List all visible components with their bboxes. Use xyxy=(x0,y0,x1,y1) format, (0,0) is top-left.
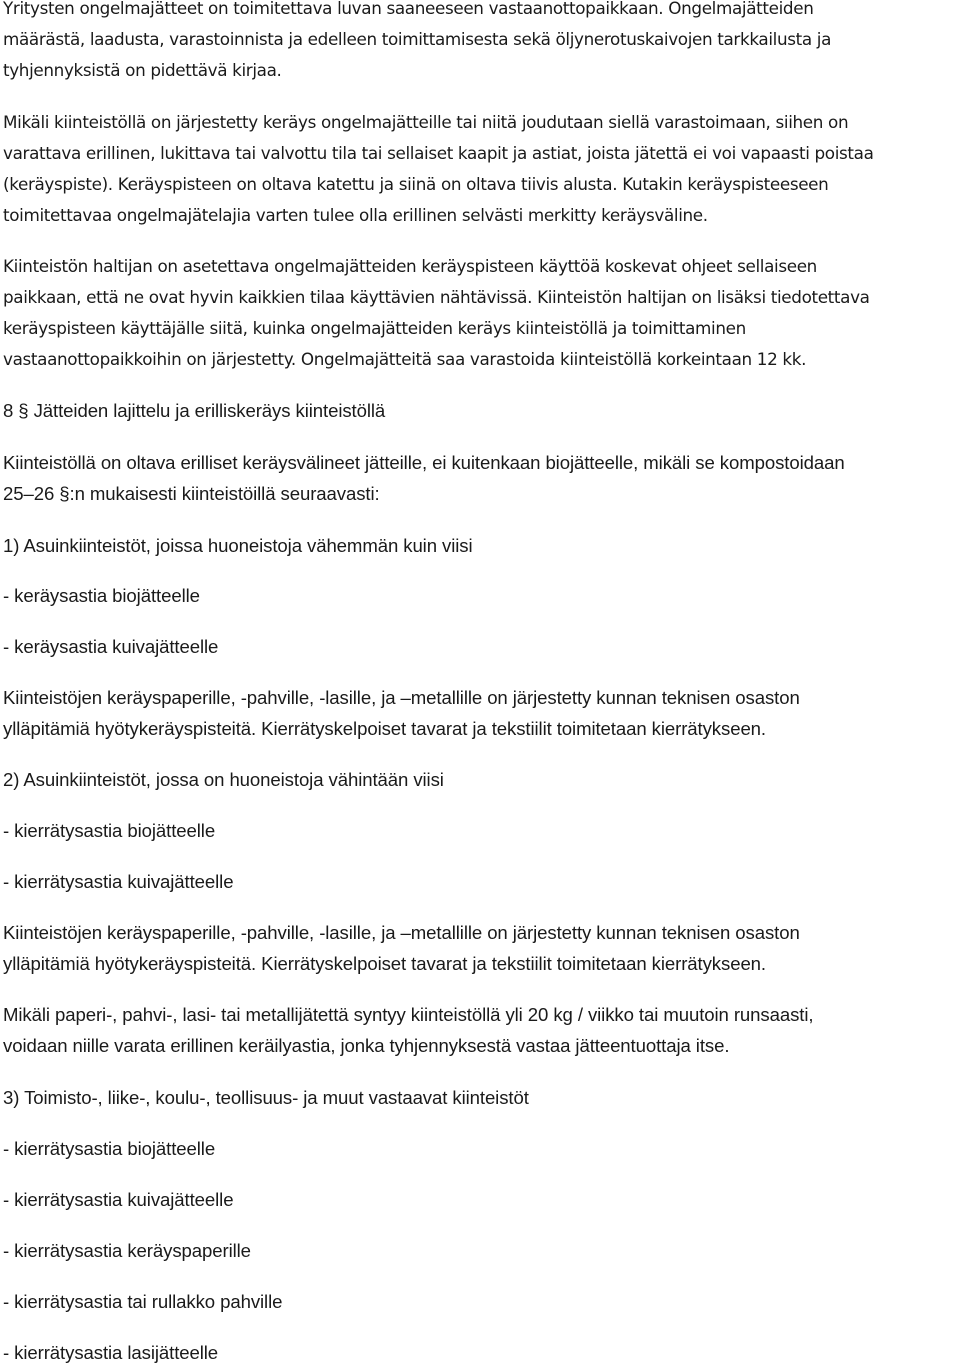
section-intro-paragraph xyxy=(3,447,845,509)
group1-note-paragraph xyxy=(3,682,800,744)
group1-heading: 1) Asuinkiinteistöt, joissa huoneistoja vähemmän kuin viisi xyxy=(3,535,473,556)
text-line: Mikäli kiinteistöllä on järjestetty keräys ongelmajätteille tai niitä joudutaan siellä varastoimaan, siihen on xyxy=(3,112,849,132)
list-item: - keräysastia biojätteelle xyxy=(3,585,200,606)
group2-note-paragraph xyxy=(3,917,800,979)
collection-point-paragraph xyxy=(3,107,874,231)
list-item: - kierrätysastia kuivajätteelle xyxy=(3,1189,234,1210)
list-item: - kierrätysastia biojätteelle xyxy=(3,820,216,841)
text-line: Kiinteistöjen keräyspaperille, -pahville, -lasille, ja –metallille on järjestetty kunnan teknisen osaston xyxy=(3,687,800,708)
text-line: Yritysten ongelmajätteet on toimitettava luvan saaneeseen vastaanottopaikkaan. Ongelmajätteiden xyxy=(3,0,814,18)
text-line: keräyspisteen käyttäjälle siitä, kuinka ongelmajätteiden keräys kiinteistöllä ja toimittaminen xyxy=(3,318,746,338)
text-line: Kiinteistön haltijan on asetettava ongelmajätteiden keräyspisteen käyttöä koskevat ohjeet sellaiseen xyxy=(3,256,817,276)
text-line: toimitettavaa ongelmajätelajia varten tulee olla erillinen selvästi merkitty keräysväline. xyxy=(3,205,708,225)
intro-paragraph xyxy=(3,0,831,86)
text-line: määrästä, laadusta, varastoinnista ja edelleen toimittamisesta sekä öljynerotuskaivojen tarkkailusta ja xyxy=(3,29,832,49)
text-line: tyhjennyksistä on pidettävä kirjaa. xyxy=(3,60,282,80)
text-line: paikkaan, että ne ovat hyvin kaikkien tilaa käyttävien nähtävissä. Kiinteistön haltijan on lisäksi tiedotettava xyxy=(3,287,870,307)
list-item: - kierrätysastia biojätteelle xyxy=(3,1138,216,1159)
text-line: 25–26 §:n mukaisesti kiinteistöillä seuraavasti: xyxy=(3,483,380,504)
text-line: ylläpitämiä hyötykeräyspisteitä. Kierrätyskelpoiset tavarat ja tekstiilit toimitetaan kierrätykseen. xyxy=(3,953,766,974)
text-line: Kiinteistöjen keräyspaperille, -pahville, -lasille, ja –metallille on järjestetty kunnan teknisen osaston xyxy=(3,922,800,943)
list-item: - kierrätysastia keräyspaperille xyxy=(3,1240,251,1261)
text-line: (keräyspiste). Keräyspisteen on oltava katettu ja siinä on oltava tiivis alusta. Kutakin keräyspisteeseen xyxy=(3,174,829,194)
list-item: - keräysastia kuivajätteelle xyxy=(3,636,219,657)
text-line: Mikäli paperi-, pahvi-, lasi- tai metallijätettä syntyy kiinteistöllä yli 20 kg / viikko tai muutoin runsaasti, xyxy=(3,1004,814,1025)
instructions-paragraph xyxy=(3,251,870,375)
text-line: ylläpitämiä hyötykeräyspisteitä. Kierrätyskelpoiset tavarat ja tekstiilit toimitetaan kierrätykseen. xyxy=(3,718,766,739)
text-line: Kiinteistöllä on oltava erilliset keräysvälineet jätteille, ei kuitenkaan biojätteelle, mikäli se kompostoidaan xyxy=(3,452,845,473)
list-item: - kierrätysastia tai rullakko pahville xyxy=(3,1291,283,1312)
group3-heading: 3) Toimisto-, liike-, koulu-, teollisuus- ja muut vastaavat kiinteistöt xyxy=(3,1087,529,1108)
list-item: - kierrätysastia kuivajätteelle xyxy=(3,871,234,892)
text-line: vastaanottopaikkoihin on järjestetty. Ongelmajätteitä saa varastoida kiinteistöllä korkeintaan 12 kk. xyxy=(3,349,807,369)
group2-extra-paragraph xyxy=(3,999,813,1061)
list-item: - kierrätysastia lasijätteelle xyxy=(3,1342,219,1363)
text-line: voidaan niille varata erillinen keräilyastia, jonka tyhjennyksestä vastaa jätteentuottaja itse. xyxy=(3,1035,730,1056)
group2-heading: 2) Asuinkiinteistöt, jossa on huoneistoja vähintään viisi xyxy=(3,769,444,790)
section-heading: 8 § Jätteiden lajittelu ja erilliskeräys kiinteistöllä xyxy=(3,400,386,421)
text-line: varattava erillinen, lukittava tai valvottu tila tai sellaiset kaapit ja astiat, joista jätettä ei voi vapaasti poistaa xyxy=(3,143,874,163)
